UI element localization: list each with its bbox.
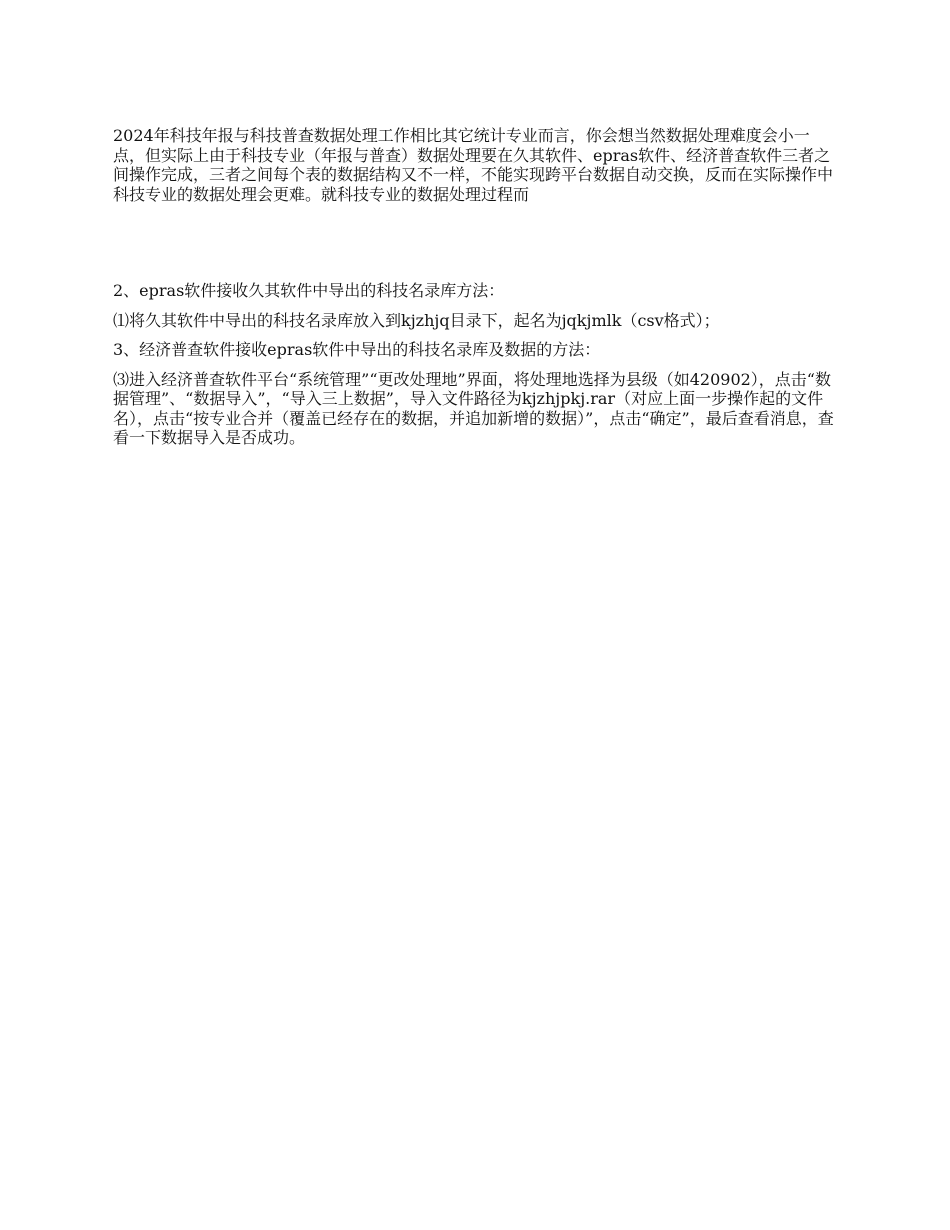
document-body — [113, 126, 841, 448]
step-1-paragraph: ⑴将久其软件中导出的科技名录库放入到kjzhjq目录下，起名为jqkjmlk（csv格式）； — [113, 310, 720, 330]
section-heading-3: 3、经济普查软件接收epras软件中导出的科技名录库及数据的方法： — [113, 340, 601, 359]
section-heading-2: 2、epras软件接收久其软件中导出的科技名录库方法： — [113, 281, 505, 300]
step-3-paragraph: ⑶进入经济普查软件平台“系统管理”“更改处理地”界面，将处理地选择为县级（如420902），点击“数据管理”、“数据导入”，“导入三上数据”，导入文件路径为kjzhjpkj.rar（对应上面一步操作起的文件名），点击“按专业合并（覆盖已经存在的数据，并追加新增的数据）”，点击“确定”，最后查看消息，查看一下数据导入是否成功。 — [113, 369, 834, 447]
intro-paragraph: 2024年科技年报与科技普查数据处理工作相比其它统计专业而言，你会想当然数据处理难度会小一点，但实际上由于科技专业（年报与普查）数据处理要在久其软件、epras软件、经济普查软件三者之间操作完成，三者之间每个表的数据结构又不一样，不能实现跨平台数据自动交换，反而在实际操作中科技专业的数据处理会更难。就科技专业的数据处理过程而 — [113, 126, 834, 204]
